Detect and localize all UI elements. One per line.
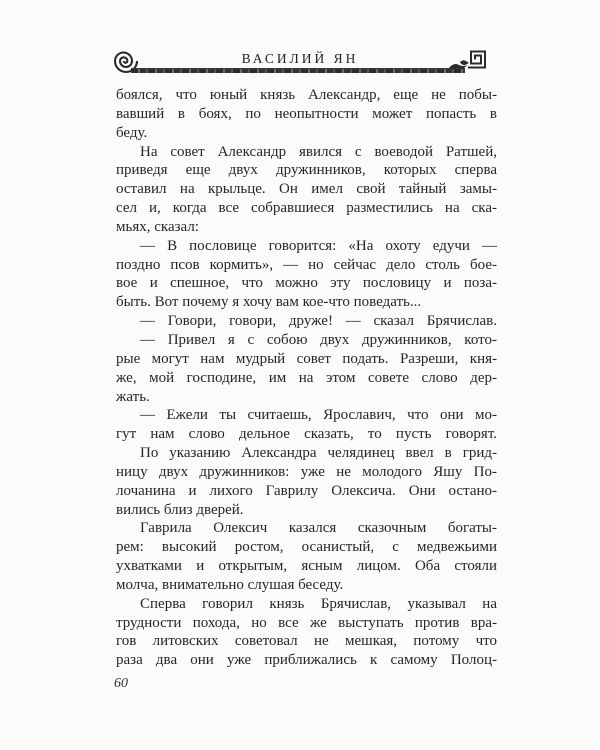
text-line: гов литовских советовал не мешкая, потому что xyxy=(116,633,497,650)
text-line: поздно псов кормить», — но сейчас дело столь бое- xyxy=(116,256,497,273)
text-line: — Ежели ты считаешь, Ярославич, что они мо- xyxy=(140,407,497,424)
text-line: вавший в боях, по неопытности может попасть в xyxy=(116,105,497,122)
page-header xyxy=(0,0,600,86)
text-line: вились близ дверей. xyxy=(116,501,244,518)
text-line: — Говори, говори, друже! — сказал Брячислав. xyxy=(140,313,497,330)
text-line: ухватками и открытым, ясным лицом. Оба стояли xyxy=(116,558,497,575)
text-line: рем: высокий ростом, осанистый, с медвежьими xyxy=(116,539,497,556)
text-line: — В пословице говорится: «На охоту едучи — xyxy=(140,237,497,254)
text-line: На совет Александр явился с воеводой Ратшей, xyxy=(140,143,497,160)
square-spiral-ornament-icon xyxy=(448,49,488,71)
text-line: раза два они уже приближались к самому Полоц- xyxy=(116,652,497,669)
text-line: гут нам слово дельное сказать, то пусть говорят. xyxy=(116,426,497,443)
text-line: По указанию Александра челядинец ввел в грид- xyxy=(140,445,497,462)
text-line: беду. xyxy=(116,124,148,141)
text-line: молча, внимательно слушая беседу. xyxy=(116,576,344,593)
running-head-author: ВАСИЛИЙ ЯН xyxy=(241,51,359,66)
page-body xyxy=(116,86,497,670)
text-line: оставил на крыльце. Он имел свой тайный замы- xyxy=(116,181,497,198)
text-line: приведя еще двух дружинников, которых сперва xyxy=(116,162,497,179)
text-line: же, мой господине, им на этом совете слово дер- xyxy=(116,369,497,386)
text-line: вое и спешное, что можно эту пословицу и поза- xyxy=(116,275,497,292)
header-rule xyxy=(131,68,465,73)
page-number: 60 xyxy=(114,676,128,691)
text-line: трудности похода, но все же выступать против вра- xyxy=(116,614,497,631)
text-line: рые могут нам мудрый совет подать. Разреши, кня- xyxy=(116,350,497,367)
text-line: Сперва говорил князь Брячислав, указывал на xyxy=(140,595,497,612)
text-line: Гаврила Олексич казался сказочным богаты- xyxy=(140,520,497,537)
text-line: мьях, сказал: xyxy=(116,218,199,235)
text-line: сел и, когда все собравшиеся разместились на ска- xyxy=(116,200,497,217)
text-line: лочанина и лихого Гаврилу Олексича. Они остано- xyxy=(116,482,497,499)
text-line: ницу двух дружинников: уже не молодого Яшу По- xyxy=(116,463,497,480)
text-line: быть. Вот почему я хочу вам кое-что поведать... xyxy=(116,294,422,311)
text-line: — Привел я с собою двух дружинников, кото- xyxy=(140,331,497,348)
text-line: боялся, что юный князь Александр, еще не побы- xyxy=(116,87,497,103)
text-line: жать. xyxy=(116,388,150,405)
